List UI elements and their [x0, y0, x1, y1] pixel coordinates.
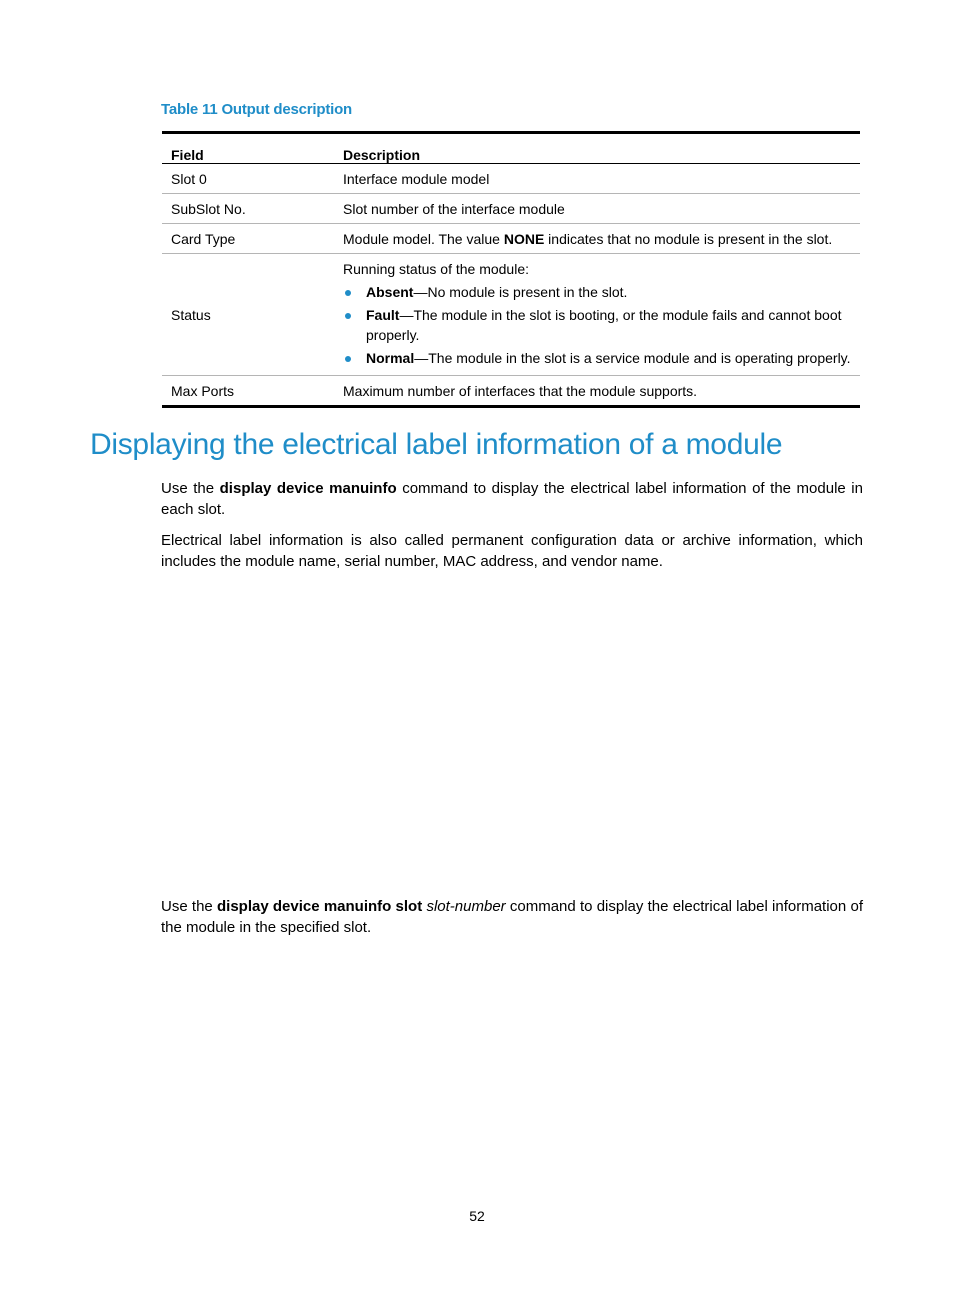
table-row	[162, 164, 860, 194]
bullet-icon	[345, 290, 351, 296]
description-text: Module model. The value	[343, 230, 504, 247]
status-text: —The module in the slot is booting, or the module fails and cannot boot properly.	[366, 307, 842, 343]
status-list	[343, 282, 851, 368]
status-text: —No module is present in the slot.	[413, 284, 628, 300]
description-cell	[334, 224, 860, 254]
table-row	[162, 194, 860, 224]
description-text: indicates that no module is present in the slot.	[544, 230, 833, 247]
status-term: Normal	[366, 350, 415, 366]
list-item	[343, 348, 851, 368]
command-keyword: display device manuinfo	[219, 480, 397, 497]
list-item	[343, 305, 851, 345]
description-cell	[334, 254, 860, 376]
status-intro: Running status of the module:	[343, 261, 530, 277]
table-header-row	[162, 133, 860, 164]
table-caption: Table 11 Output description	[161, 101, 353, 118]
bullet-icon	[345, 313, 351, 319]
command-keyword: display device manuinfo slot	[216, 898, 423, 915]
description-cell: Maximum number of interfaces that the module supports.	[334, 376, 860, 407]
table-row	[162, 254, 860, 376]
page-number: 52	[469, 1208, 485, 1224]
value-keyword: NONE	[503, 230, 545, 247]
command-argument: slot-number	[426, 898, 506, 915]
column-header-description: Description	[334, 133, 860, 164]
status-term: Fault	[366, 307, 400, 323]
description-cell: Slot number of the interface module	[334, 194, 860, 224]
field-cell: Slot 0	[162, 164, 334, 194]
bullet-icon	[345, 356, 351, 362]
paragraph-text: command to display the electrical label information of the module in the specified slot.	[161, 898, 863, 936]
table-row	[162, 224, 860, 254]
field-cell: Card Type	[162, 224, 334, 254]
output-description-table	[162, 131, 860, 408]
table-row	[162, 376, 860, 407]
paragraph-text: command to display the electrical label information of the module in each slot.	[161, 480, 863, 518]
column-header-field: Field	[162, 133, 334, 164]
field-cell: Status	[162, 254, 334, 376]
section-heading: Displaying the electrical label information of a module	[90, 428, 783, 461]
status-term: Absent	[366, 284, 414, 300]
paragraph-manuinfo-slot	[161, 896, 863, 938]
paragraph-text: Use the	[161, 480, 220, 497]
description-cell: Interface module model	[334, 164, 860, 194]
list-item	[343, 282, 851, 302]
status-text: —The module in the slot is a service module and is operating properly.	[414, 350, 851, 366]
paragraph-text: Use the	[161, 898, 217, 915]
field-cell: Max Ports	[162, 376, 334, 407]
paragraph-electrical-label: Electrical label information is also called permanent configuration data or archive information, which includes the module name, serial number, MAC address, and vendor name.	[161, 532, 863, 570]
field-cell: SubSlot No.	[162, 194, 334, 224]
paragraph-manuinfo	[161, 478, 863, 520]
